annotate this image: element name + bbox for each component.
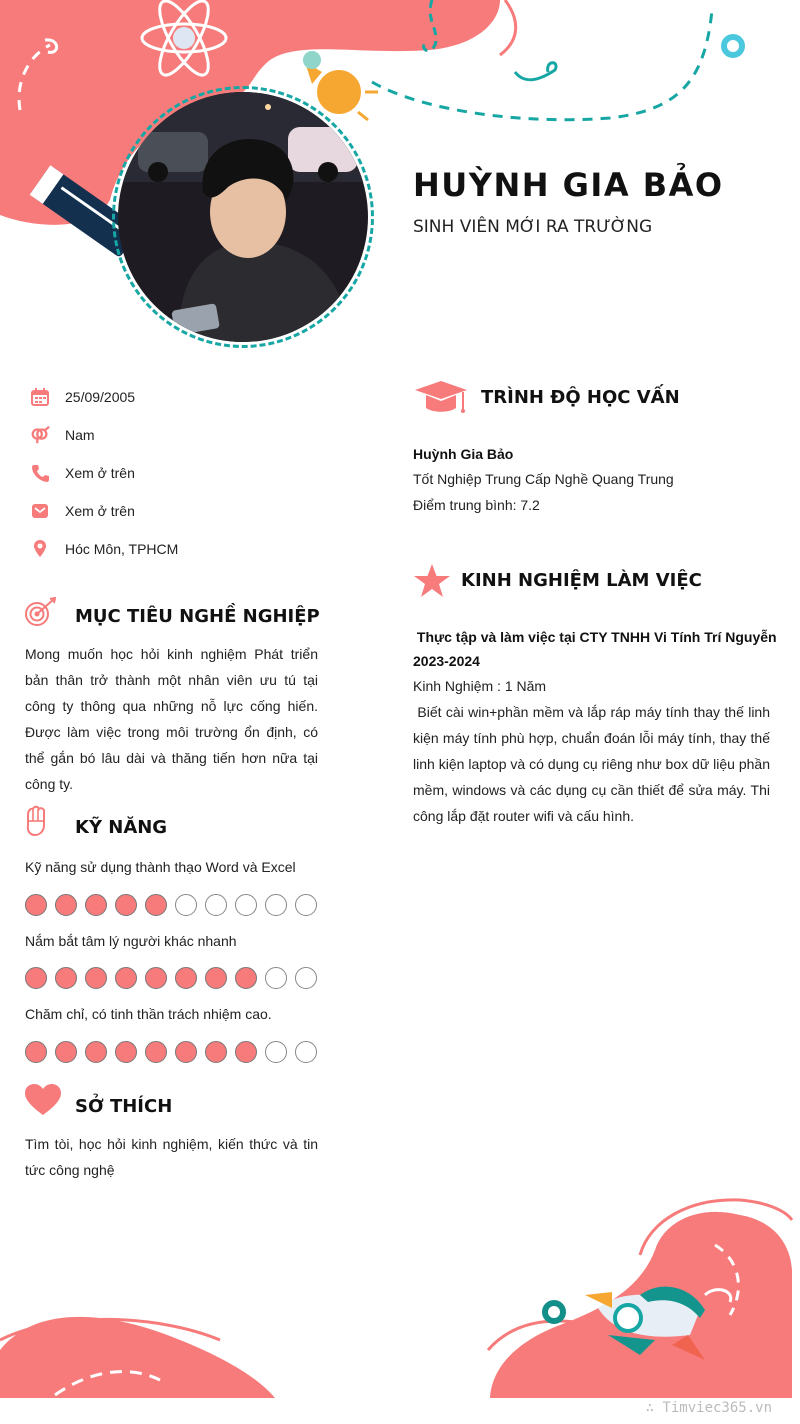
rating-dot-filled <box>55 1041 77 1063</box>
location-icon <box>30 539 50 559</box>
rating-dot-filled <box>25 1041 47 1063</box>
bottom-decoration <box>0 1190 800 1400</box>
skill-rating-2 <box>25 967 317 989</box>
graduation-cap-icon <box>413 380 469 416</box>
rating-dot-filled <box>85 1041 107 1063</box>
skills-title: KỸ NĂNG <box>75 817 168 838</box>
hobbies-title: SỞ THÍCH <box>75 1096 173 1117</box>
rating-dot-filled <box>145 894 167 916</box>
rating-dot-filled <box>25 967 47 989</box>
contact-item-phone <box>30 461 135 485</box>
rating-dot-empty <box>265 1041 287 1063</box>
phone-icon <box>30 463 50 483</box>
rating-dot-empty <box>205 894 227 916</box>
rating-dot-filled <box>235 967 257 989</box>
education-school: Tốt Nghiệp Trung Cấp Nghề Quang Trung <box>413 471 674 487</box>
experience-duration: Kinh Nghiệm : 1 Năm <box>413 678 547 694</box>
rating-dot-filled <box>175 1041 197 1063</box>
rating-dot-empty <box>175 894 197 916</box>
target-icon <box>24 597 58 629</box>
experience-description: Biết cài win+phần mềm và lắp ráp máy tính thay thế linh kiện máy tính phù hợp, chuẩn đoán lỗi máy tính, thay thế linh kiện laptop và có dụng cụ riêng như box dữ liệu phần mềm, windows và các dụng cụ cần thiết để sửa máy. Thi công lắp đặt router wifi và cấu hình. <box>413 704 774 824</box>
contact-item-gender <box>30 423 95 447</box>
rating-dot-filled <box>85 967 107 989</box>
rating-dot-filled <box>205 967 227 989</box>
rating-dot-filled <box>55 894 77 916</box>
fist-icon <box>25 805 47 837</box>
gender-text: Nam <box>65 427 95 443</box>
experience-title: KINH NGHIỆM LÀM VIỆC <box>461 570 702 591</box>
rating-dot-filled <box>85 894 107 916</box>
rating-dot-empty <box>265 967 287 989</box>
contact-item-birthday <box>30 385 136 409</box>
rating-dot-empty <box>295 894 317 916</box>
rating-dot-filled <box>115 894 137 916</box>
avatar <box>118 92 368 342</box>
email-text: Xem ở trên <box>65 503 135 519</box>
skill-rating-3 <box>25 1041 317 1063</box>
rating-dot-filled <box>115 967 137 989</box>
location-text: Hóc Môn, TPHCM <box>65 541 179 557</box>
heart-icon <box>24 1083 62 1117</box>
rating-dot-empty <box>295 967 317 989</box>
rating-dot-empty <box>295 1041 317 1063</box>
rating-dot-filled <box>25 894 47 916</box>
rating-dot-filled <box>115 1041 137 1063</box>
candidate-name: HUỲNH GIA BẢO <box>413 166 724 204</box>
education-title: TRÌNH ĐỘ HỌC VẤN <box>481 387 680 408</box>
gender-icon <box>30 425 50 445</box>
rating-dot-empty <box>235 894 257 916</box>
rating-dot-filled <box>145 967 167 989</box>
skill-label-3: Chăm chỉ, có tinh thần trách nhiệm cao. <box>25 1006 272 1022</box>
watermark: ∴ Timviec365.vn <box>645 1400 772 1416</box>
star-icon <box>413 563 451 599</box>
rating-dot-filled <box>205 1041 227 1063</box>
rating-dot-filled <box>145 1041 167 1063</box>
education-name: Huỳnh Gia Bảo <box>413 446 514 462</box>
rating-dot-filled <box>235 1041 257 1063</box>
objective-title: MỤC TIÊU NGHỀ NGHIỆP <box>75 606 320 627</box>
contact-item-email <box>30 499 135 523</box>
candidate-role: SINH VIÊN MỚI RA TRƯỜNG <box>413 217 653 237</box>
skill-rating-1 <box>25 894 317 916</box>
phone-text: Xem ở trên <box>65 465 135 481</box>
hobbies-text: Tìm tòi, học hỏi kinh nghiệm, kiến thức và tin tức công nghệ <box>25 1136 318 1178</box>
rating-dot-filled <box>175 967 197 989</box>
contact-item-location <box>30 537 179 561</box>
calendar-icon <box>30 387 50 407</box>
birthday-text: 25/09/2005 <box>65 389 136 405</box>
rating-dot-filled <box>55 967 77 989</box>
skill-label-2: Nắm bắt tâm lý người khác nhanh <box>25 933 237 949</box>
education-gpa: Điểm trung bình: 7.2 <box>413 497 540 513</box>
email-icon <box>30 501 50 521</box>
experience-position: Thực tập và làm việc tại CTY TNHH Vi Tính Trí Nguyễn <box>413 629 777 645</box>
rating-dot-empty <box>265 894 287 916</box>
skill-label-1: Kỹ năng sử dụng thành thạo Word và Excel <box>25 859 296 875</box>
experience-period: 2023-2024 <box>413 653 480 669</box>
objective-text: Mong muốn học hỏi kinh nghiệm Phát triển bản thân trở thành một nhân viên ưu tú tại công ty thông qua những nỗ lực cống hiến. Được làm việc trong môi trường ổn định, có thể gắn bó lâu dài và thăng tiến hơn nữa tại công ty. <box>25 646 318 792</box>
